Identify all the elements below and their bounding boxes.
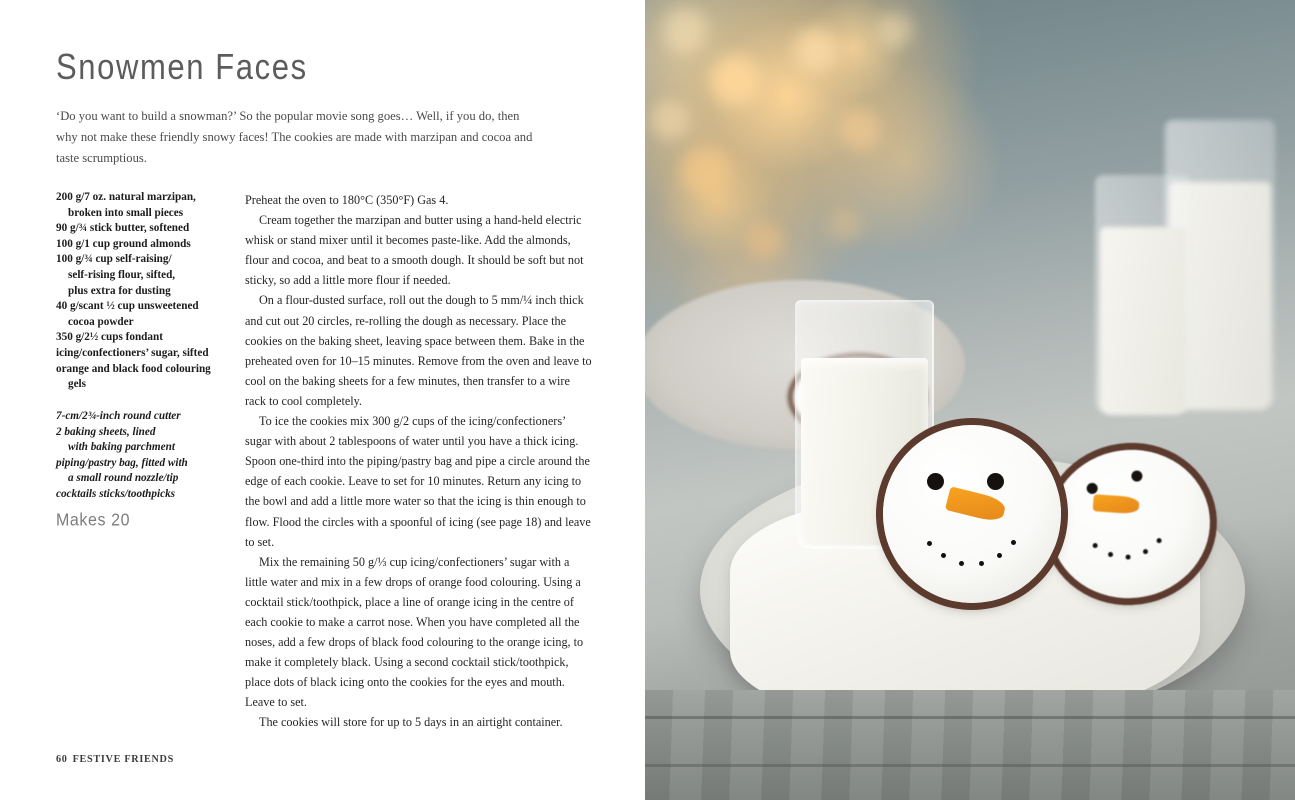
food-photograph: [645, 0, 1295, 800]
ingredient-text-continued: broken into small pieces: [68, 206, 184, 219]
mouth-dot-icon: [959, 561, 964, 566]
recipe-intro-text: ‘Do you want to build a snowman?’ So the popular movie song goes… Well, if you do, then why not make these friendly snowy faces! The cookies are made with marzipan and cocoa and taste scrumptious.: [56, 109, 533, 165]
ingredient-text: 350 g/2½ cups fondant: [56, 331, 163, 344]
carrot-nose-icon: [1093, 494, 1140, 514]
method-paragraph: Preheat the oven to 180°C (350°F) Gas 4.: [245, 193, 449, 207]
recipe-text-page: [0, 0, 645, 800]
ingredient-text-continued: plus extra for dusting: [68, 284, 171, 297]
mouth-dot-icon: [1011, 540, 1016, 545]
method-paragraph: Mix the remaining 50 g/⅓ cup icing/confectioners’ sugar with a little water and mix in a few drops of orange food colouring. Using a cocktail stick/toothpick, place a line of orange icing in the centre of each cookie to make a carrot nose. When you have completed all the noses, add a few drops of black food colouring to the orange icing, to make it completely black. Using a second cocktail stick/toothpick, place dots of black icing onto the cookies for the eyes and mouth. Leave to set.: [245, 554, 584, 710]
equipment-item: [56, 409, 231, 425]
recipe-intro: [56, 106, 536, 169]
wooden-table-surface: [645, 690, 1295, 800]
ingredient-text: 200 g/7 oz. natural marzipan,: [56, 191, 196, 203]
recipe-photo-page: [645, 0, 1295, 800]
eye-icon: [1131, 470, 1143, 482]
page-title: Snowmen Faces: [56, 46, 308, 88]
carrot-nose-icon: [945, 486, 1007, 523]
ingredient-text: 100 g/¾ cup self-raising/: [56, 253, 172, 266]
equipment-text: 7-cm/2¾-inch round cutter: [56, 410, 181, 422]
mouth-dot-icon: [1143, 549, 1149, 555]
equipment-text: piping/pastry bag, fitted with: [56, 456, 188, 469]
equipment-item: [56, 456, 231, 487]
method-paragraph: Cream together the marzipan and butter using a hand-held electric whisk or stand mixer until it becomes paste-like. Add the almonds, flour and cocoa, and beat to a smooth dough. It should be soft but not sticky, so add a little more flour if needed.: [245, 213, 584, 288]
folio: [56, 754, 174, 765]
mouth-dot-icon: [1156, 538, 1162, 544]
ingredient-item: [56, 330, 226, 346]
ingredient-item: [56, 299, 226, 330]
mouth-dot-icon: [1092, 543, 1098, 549]
mouth-dot-icon: [997, 553, 1002, 558]
ingredient-text: 90 g/¾ stick butter, softened: [56, 222, 190, 235]
mouth-dot-icon: [1125, 554, 1131, 560]
mouth-dot-icon: [1108, 552, 1114, 558]
ingredient-text-continued: self-rising flour, sifted,: [68, 268, 176, 281]
mouth-dot-icon: [941, 553, 946, 558]
method-paragraph: On a flour-dusted surface, roll out the dough to 5 mm/¼ inch thick and cut out 20 circles, re-rolling the dough as necessary. Place the cookies on the baking sheet, leaving space between them. Bake in the preheated oven for 10–15 minutes. Remove from the oven and leave to cool on the baking sheets for a few minutes, then transfer to a wire rack to cool completely.: [245, 293, 592, 408]
eye-icon: [1086, 482, 1098, 494]
ingredient-item: [56, 190, 226, 221]
equipment-text-continued: a small round nozzle/tip: [68, 472, 179, 485]
ingredients-list: [56, 190, 226, 393]
method-paragraph: The cookies will store for up to 5 days in an airtight container.: [259, 715, 563, 730]
equipment-text-continued: with baking parchment: [68, 441, 175, 454]
ingredient-text: icing/confectioners’ sugar, sifted: [56, 346, 209, 359]
milk-glass-background-2: [1095, 175, 1191, 415]
equipment-text: cocktails sticks/toothpicks: [56, 487, 176, 500]
ingredient-item: [56, 221, 226, 237]
ingredient-text: 100 g/1 cup ground almonds: [56, 237, 191, 250]
chapter-name: FESTIVE FRIENDS: [72, 754, 174, 765]
equipment-item: [56, 487, 231, 503]
ingredient-text: orange and black food colouring: [56, 362, 211, 375]
ingredient-text: 40 g/scant ½ cup unsweetened: [56, 300, 199, 313]
method-paragraph: To ice the cookies mix 300 g/2 cups of the icing/confectioners’ sugar with about 2 tablespoons of water until you have a thick icing. Spoon one-third into the piping/pastry bag and pipe a circle around the edge of each cookie. Leave to set for 10 minutes. Return any icing to the bowl and add a little more water so that the icing is thin enough to flow. Flood the circles with a spoonful of icing (see page 18) and leave to set.: [245, 414, 591, 549]
equipment-text: 2 baking sheets, lined: [56, 425, 156, 438]
ingredient-item: [56, 252, 226, 299]
equipment-list: [56, 409, 231, 503]
ingredient-text-continued: gels: [68, 378, 87, 391]
ingredient-item: [56, 346, 226, 362]
method-steps: [245, 190, 593, 733]
mouth-dot-icon: [927, 541, 932, 546]
ingredient-item: [56, 237, 226, 253]
ingredient-text-continued: cocoa powder: [68, 315, 134, 328]
equipment-item: [56, 425, 231, 456]
page-number: 60: [56, 754, 68, 765]
ingredient-item: [56, 362, 226, 393]
mouth-dot-icon: [979, 561, 984, 566]
snowman-cookie-main: [883, 425, 1061, 603]
makes-yield: Makes 20: [56, 511, 131, 531]
eye-icon: [987, 473, 1004, 490]
eye-icon: [927, 473, 944, 490]
